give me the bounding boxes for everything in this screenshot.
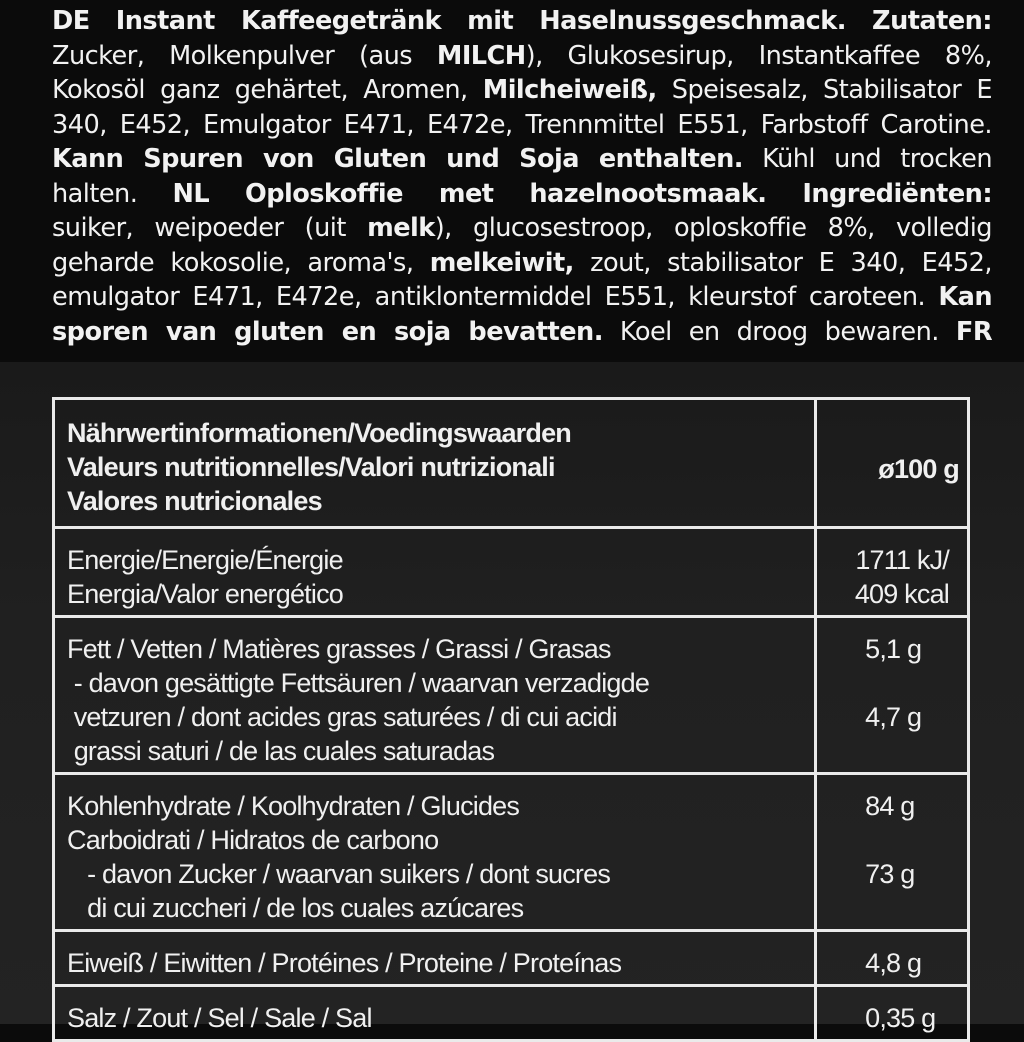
ingredients-line: [52, 73, 992, 108]
ingredients-segment: Speisesalz, Stabilisator E: [656, 75, 992, 105]
ingredients-line: [52, 142, 992, 177]
nutrition-value: 4,8 g: [865, 948, 922, 978]
ingredients-line: [52, 246, 992, 281]
nutrition-label-cell: [54, 986, 816, 1041]
nutrition-label-line: - davon Zucker / waarvan suikers / dont sucres: [67, 859, 611, 889]
ingredients-line: [52, 177, 992, 212]
ingredients-bold-segment: Milcheiweiß,: [482, 75, 657, 105]
nutrition-row-salt: [54, 986, 969, 1041]
ingredients-segment: Zucker, Molkenpulver (aus: [52, 40, 437, 71]
nutrition-label-line: Carboidrati / Hidratos de carbono: [67, 825, 439, 855]
nutrition-row-fat: [54, 617, 969, 774]
ingredients-bold-segment: melkeiwit,: [429, 247, 574, 278]
nutrition-row-energy: [54, 528, 969, 617]
nutrition-value: [829, 891, 957, 925]
nutrition-label-line: - davon gesättigte Fettsäuren / waarvan verzadigde: [67, 668, 650, 698]
nutrition-value: [829, 666, 957, 700]
nutrition-value: 1711 kJ/: [855, 545, 949, 575]
nutrition-label-line: Energia/Valor energético: [67, 579, 343, 609]
nutrition-row-carbs: [54, 774, 969, 931]
nutrition-value-cell: [816, 774, 969, 931]
nutrition-value: 4,7 g: [865, 702, 922, 732]
ingredients-line: [52, 280, 992, 315]
ingredients-text-block: [52, 4, 992, 349]
ingredients-segment: Kühl und trocken: [743, 144, 992, 174]
nutrition-label-line: di cui zuccheri / de los cuales azúcares: [67, 893, 524, 923]
ingredients-segment: geharde kokosolie, aroma's,: [52, 247, 430, 278]
ingredients-line: [52, 315, 992, 350]
nutrition-label-line: Eiweiß / Eiwitten / Protéines / Proteine / Proteínas: [67, 948, 622, 978]
header-label-line: Valeurs nutritionnelles/Valori nutrizionali: [67, 452, 555, 482]
nutrition-header-value-cell: [816, 399, 969, 528]
ingredients-segment: ), glucosestroop, oploskoffie 8%, volledig: [434, 213, 992, 243]
ingredients-bold-segment: FR: [955, 316, 992, 347]
ingredients-segment: ), Glukosesirup, Instantkaffee 8%,: [525, 40, 992, 71]
ingredients-line: [52, 108, 992, 143]
ingredients-segment: Kokosöl ganz gehärtet, Aromen,: [52, 75, 483, 105]
ingredients-bold-segment: NL Oploskoffie met hazelnootsmaak. Ingrediënten:: [172, 178, 992, 209]
ingredients-line: [52, 39, 992, 74]
header-label-line: Nährwertinformationen/Voedingswaarden: [67, 418, 571, 448]
nutrition-value-cell: [816, 528, 969, 617]
ingredients-segment: emulgator E471, E472e, antiklontermiddel E551, kleurstof caroteen.: [52, 282, 939, 312]
nutrition-value: 84 g: [865, 791, 915, 821]
nutrition-value-cell: [816, 931, 969, 986]
ingredients-segment: 340, E452, Emulgator E471, E472e, Trennmittel E551, Farbstoff Carotine.: [52, 109, 992, 140]
nutrition-value-cell: [816, 617, 969, 774]
nutrition-row-protein: [54, 931, 969, 986]
nutrition-value: [829, 823, 957, 857]
ingredients-segment: suiker, weipoeder (uit: [52, 213, 368, 243]
nutrition-label-line: Kohlenhydrate / Koolhydraten / Glucides: [67, 791, 520, 821]
ingredients-segment: halten.: [52, 178, 173, 209]
ingredients-bold-segment: Kann Spuren von Gluten und Soja enthalten.: [52, 144, 743, 174]
ingredients-bold-segment: melk: [367, 213, 435, 243]
ingredients-bold-segment: sporen van gluten en soja bevatten.: [52, 316, 603, 347]
nutrition-header-row: [54, 399, 969, 528]
ingredients-segment: zout, stabilisator E 340, E452,: [573, 247, 992, 278]
nutrition-value-cell: [816, 986, 969, 1041]
nutrition-value: 73 g: [865, 859, 915, 889]
nutrition-value: [829, 734, 957, 768]
nutrition-label-line: Fett / Vetten / Matières grasses / Grassi / Grasas: [67, 634, 611, 664]
nutrition-value: 409 kcal: [854, 579, 949, 609]
ingredients-bold-segment: Kan: [938, 282, 992, 312]
nutrition-label-cell: [54, 931, 816, 986]
header-label-line: Valores nutricionales: [67, 486, 322, 516]
nutrition-header-label-cell: [54, 399, 816, 528]
ingredients-line: [52, 4, 992, 39]
nutrition-label-line: vetzuren / dont acides gras saturées / di cui acidi: [67, 702, 617, 732]
nutrition-label-line: Salz / Zout / Sel / Sale / Sal: [67, 1003, 372, 1033]
per-100g-label: ø100 g: [878, 454, 959, 484]
nutrition-label-cell: [54, 617, 816, 774]
nutrition-label-cell: [54, 774, 816, 931]
ingredients-segment: Koel en droog bewaren.: [602, 316, 956, 347]
ingredients-bold-segment: DE Instant Kaffeegetränk mit Haselnussgeschmack. Zutaten:: [52, 6, 992, 36]
nutrition-label-line: Energie/Energie/Énergie: [67, 545, 343, 575]
nutrition-value: 0,35 g: [865, 1003, 936, 1033]
nutrition-value: 5,1 g: [865, 634, 922, 664]
ingredients-bold-segment: MILCH: [436, 40, 526, 71]
nutrition-label-line: grassi saturi / de las cuales saturadas: [67, 736, 495, 766]
nutrition-label-cell: [54, 528, 816, 617]
nutrition-table: [52, 397, 970, 1042]
ingredients-line: [52, 211, 992, 246]
